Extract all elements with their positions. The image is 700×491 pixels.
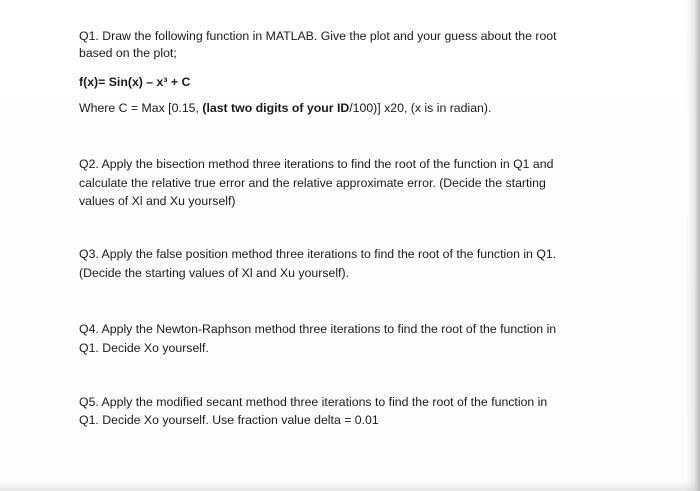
- q5-line-1: Q5. Apply the modified secant method three iterations to find the root of the function in: [79, 395, 548, 409]
- page-bottom-shadow: [0, 481, 700, 491]
- q2-line-3: values of Xl and Xu yourself): [79, 194, 236, 208]
- q2-line-2: calculate the relative true error and the relative approximate error. (Decide the starting: [79, 176, 546, 190]
- q3-line-2: (Decide the starting values of Xl and Xu yourself).: [79, 266, 349, 280]
- q1-where-bold: (last two digits of your ID: [202, 101, 350, 115]
- q1-where-line: [79, 101, 491, 116]
- q4-line-1: Q4. Apply the Newton-Raphson method three iterations to find the root of the function in: [79, 322, 557, 336]
- q3-line-1: Q3. Apply the false position method three iterations to find the root of the function in Q1.: [79, 247, 557, 261]
- q2-line-1: Q2. Apply the bisection method three iterations to find the root of the function in Q1 and: [79, 157, 554, 171]
- q1-where-suffix: /100)] x20, (x is in radian).: [349, 101, 492, 115]
- q4-line-2: Q1. Decide Xo yourself.: [79, 341, 209, 355]
- q1-formula: f(x)= Sin(x) – x³ + C: [79, 75, 191, 89]
- q1-line-2: based on the plot;: [79, 46, 177, 60]
- q5-line-2: Q1. Decide Xo yourself. Use fraction value delta = 0.01: [79, 413, 379, 427]
- q1-where-prefix: Where C = Max [0.15,: [79, 101, 203, 115]
- q1-line-1: Q1. Draw the following function in MATLAB. Give the plot and your guess about the root: [79, 29, 557, 43]
- page-edge-shadow: [686, 0, 700, 491]
